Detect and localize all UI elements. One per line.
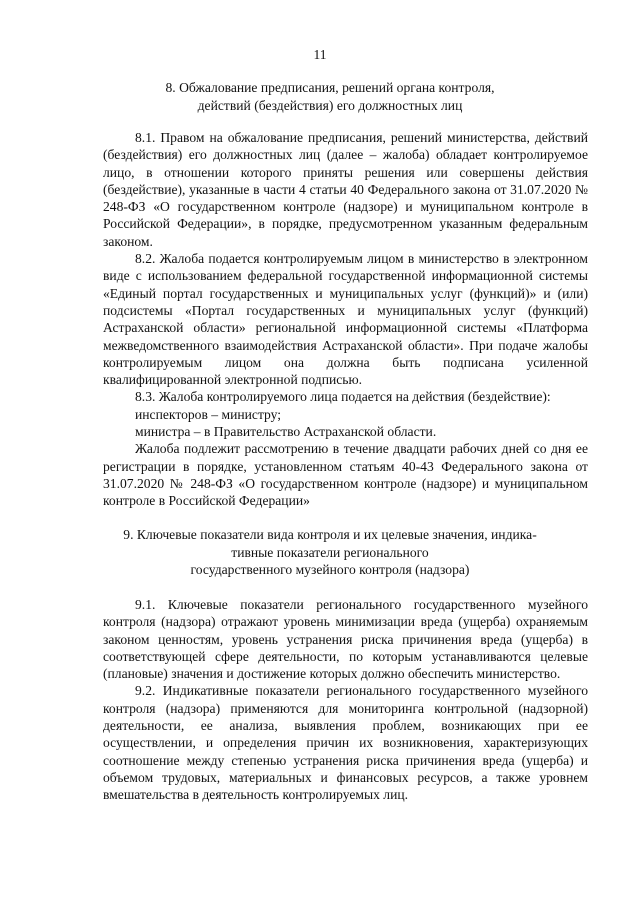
section-9-body bbox=[103, 596, 588, 804]
page-number: 11 bbox=[313, 47, 327, 62]
section-8-heading-line-1: 8. Обжалование предписания, решений органа контроля, bbox=[165, 80, 495, 95]
section-8-body bbox=[103, 129, 588, 510]
paragraph-8-2: 8.2. Жалоба подается контролируемым лицом в министерство в электронном виде с использованием федеральной государственной информационной системы «Единый портал государственных и муниципальных услуг (функций)» и (или) подсистемы «Портал государственных и муниципальных услуг (функций) Астраханской области» региональной информационной системы «Платформа межведомственного взаимодействия Астраханской области». При подаче жалобы контролируемым лицом она должна быть подписана усиленной квалифицированной электронной подписью. bbox=[103, 251, 588, 388]
paragraph-9-1: 9.1. Ключевые показатели регионального государственного музейного контроля (надзора) отражают уровень минимизации вреда (ущерба) охраняемым законом ценностям, уровень устранения риска причинения вреда (ущерба) в соответствующей сфере деятельности, по которым устанавливаются целевые (плановые) значения и достижение которых должно обеспечить министерство. bbox=[103, 597, 588, 682]
paragraph-8-3-item-1: инспекторов – министру; bbox=[135, 406, 282, 422]
paragraph-8-complaint-term: Жалоба подлежит рассмотрению в течение двадцати рабочих дней со дня ее регистрации в порядке, установленном статьям 40-43 Федерального закона от 31.07.2020 № 248-ФЗ «О государственном контроле (надзоре) и муниципальном контроле в Российской Федерации» bbox=[103, 441, 588, 509]
section-8-heading bbox=[110, 79, 550, 114]
section-9-heading bbox=[100, 526, 560, 579]
paragraph-8-3: 8.3. Жалоба контролируемого лица подается на действия (бездействие): bbox=[135, 389, 551, 405]
paragraph-8-1: 8.1. Правом на обжалование предписания, решений министерства, действий (бездействия) его должностных лиц (далее – жалоба) обладает контролируемое лицо, в отношении которого приняты решения или совершены действия (бездействие), указанные в части 4 статьи 40 Федерального закона от 31.07.2020 № 248-ФЗ «О государственном контроле (надзоре) и муниципальном контроле в Российской Федерации», в порядке, предусмотренном указанным федеральным законом. bbox=[103, 130, 588, 249]
paragraph-9-2: 9.2. Индикативные показатели регионального государственного музейного контроля (надзора) применяются для мониторинга контрольной (надзорной) деятельности, ее анализа, выявления проблем, возникающих при ее осуществлении, и определения причин их возникновения, характеризующих соотношение между степенью устранения риска причинения вреда (ущерба) и объемом трудовых, материальных и финансовых ресурсов, а также уровнем вмешательства в деятельность контролируемых лиц. bbox=[103, 683, 588, 803]
paragraph-8-3-item-2: министра – в Правительство Астраханской области. bbox=[135, 424, 437, 440]
section-9-heading-line-3: государственного музейного контроля (надзора) bbox=[190, 562, 470, 577]
section-9-heading-line-2: тивные показатели регионального bbox=[231, 544, 429, 560]
section-8-heading-line-2: действий (бездействия) его должностных лиц bbox=[197, 97, 463, 113]
section-9-heading-line-1: 9. Ключевые показатели вида контроля и их целевые значения, индика- bbox=[123, 527, 537, 542]
